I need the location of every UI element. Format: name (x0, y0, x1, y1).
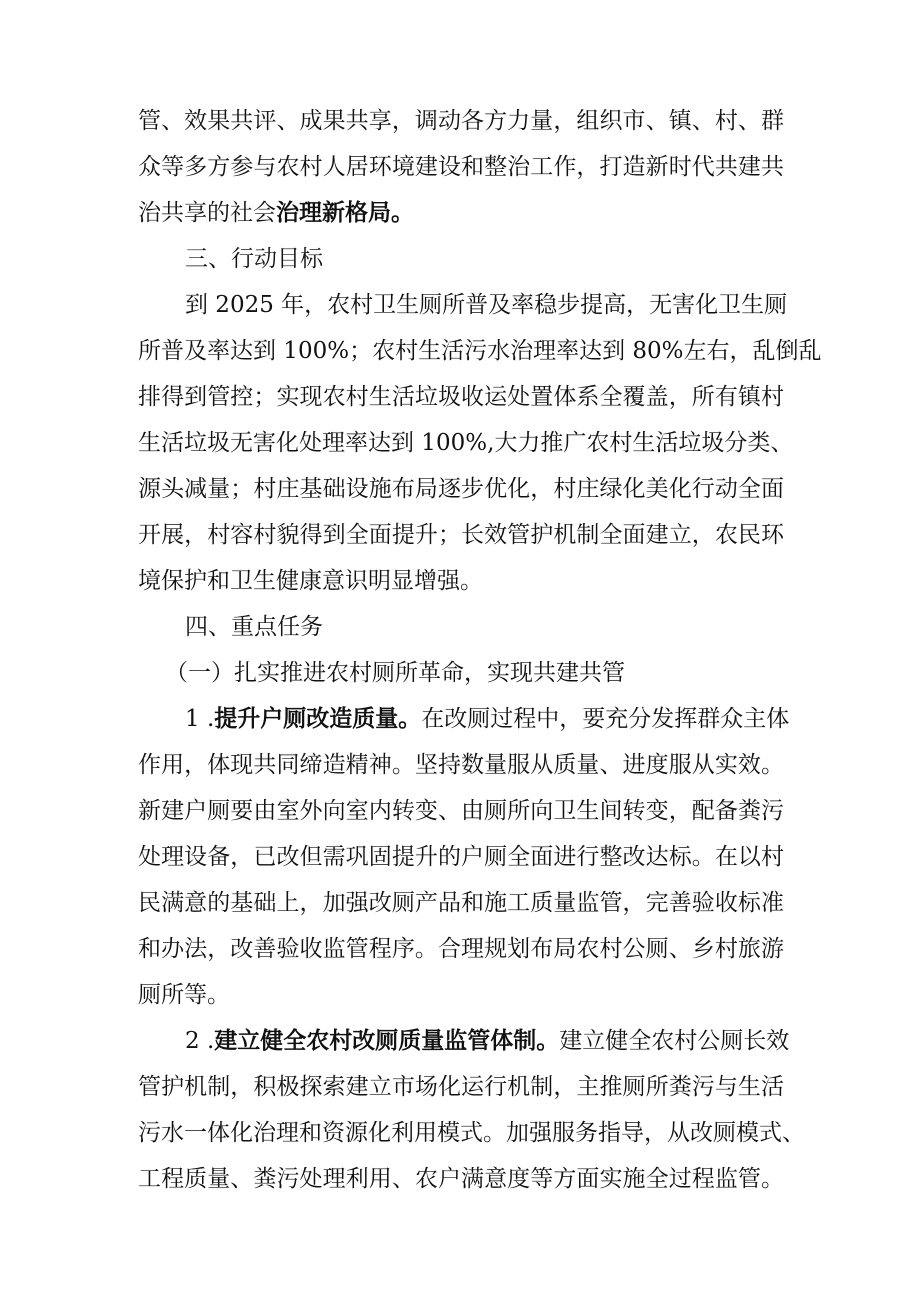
item-1-line-1 (185, 704, 920, 734)
item-1-line-3: 新建户厕要由室外向室内转变、由厕所向卫生间转变，配备粪污 (138, 798, 784, 824)
intro-line-3-text: 治共享的社会 (138, 200, 276, 226)
section-4-heading: 四、重点任务 (185, 614, 323, 640)
section-3-line-5: 源头减量；村庄基础设施布局逐步优化，村庄绿化美化行动全面 (138, 476, 784, 502)
section-3-line-3: 排得到管控；实现农村生活垃圾收运处置体系全覆盖，所有镇村 (138, 384, 784, 410)
item-1-line-7: 厕所等。 (138, 982, 230, 1008)
section-3-line-2: 所普及率达到 100%；农村生活污水治理率达到 80%左右，乱倒乱 (138, 338, 822, 364)
item-1-number: 1 . (185, 706, 215, 732)
item-2-line-1 (185, 1026, 920, 1056)
item-2-text: 建立健全农村公厕长效 (559, 1028, 790, 1054)
section-3-line-4: 生活垃圾无害化处理率达到 100%,大力推广农村生活垃圾分类、 (138, 430, 794, 456)
item-2-line-3: 污水一体化治理和资源化利用模式。加强服务指导，从改厕模式、 (138, 1120, 805, 1146)
item-1-line-6: 和办法，改善验收监管程序。合理规划布局农村公厕、乡村旅游 (138, 936, 784, 962)
item-2-title: 建立健全农村改厕质量监管体制。 (214, 1027, 560, 1054)
item-1-line-4: 处理设备，已改但需巩固提升的户厕全面进行整改达标。在以村 (138, 844, 784, 870)
section-4-subheading-1: （一）扎实推进农村厕所革命，实现共建共管 (165, 660, 625, 686)
item-1-text: 在改厕过程中，要充分发挥群众主体 (421, 706, 790, 732)
item-1-line-2: 作用，体现共同缔造精神。坚持数量服从质量、进度服从实效。 (138, 752, 784, 778)
section-3-line-6: 开展，村容村貌得到全面提升；长效管护机制全面建立，农民环 (138, 522, 784, 548)
intro-line-3-emphasis: 治理新格局。 (276, 199, 414, 226)
item-2-number: 2 . (185, 1028, 215, 1054)
item-2-line-2: 管护机制，积极探索建立市场化运行机制，主推厕所粪污与生活 (138, 1074, 784, 1100)
item-1-title: 提升户厕改造质量。 (214, 705, 422, 732)
item-1-line-5: 民满意的基础上，加强改厕产品和施工质量监管，完善验收标准 (138, 890, 784, 916)
intro-line-3 (138, 198, 920, 228)
intro-line-1: 管、效果共评、成果共享，调动各方力量，组织市、镇、村、群 (138, 108, 784, 134)
section-3-line-7: 境保护和卫生健康意识明显增强。 (138, 568, 483, 594)
intro-line-2: 众等多方参与农村人居环境建设和整治工作，打造新时代共建共 (138, 154, 784, 180)
item-2-line-4: 工程质量、粪污处理利用、农户满意度等方面实施全过程监管。 (138, 1166, 784, 1192)
section-3-line-1: 到 2025 年，农村卫生厕所普及率稳步提高，无害化卫生厕 (185, 292, 788, 318)
section-3-heading: 三、行动目标 (185, 246, 323, 272)
